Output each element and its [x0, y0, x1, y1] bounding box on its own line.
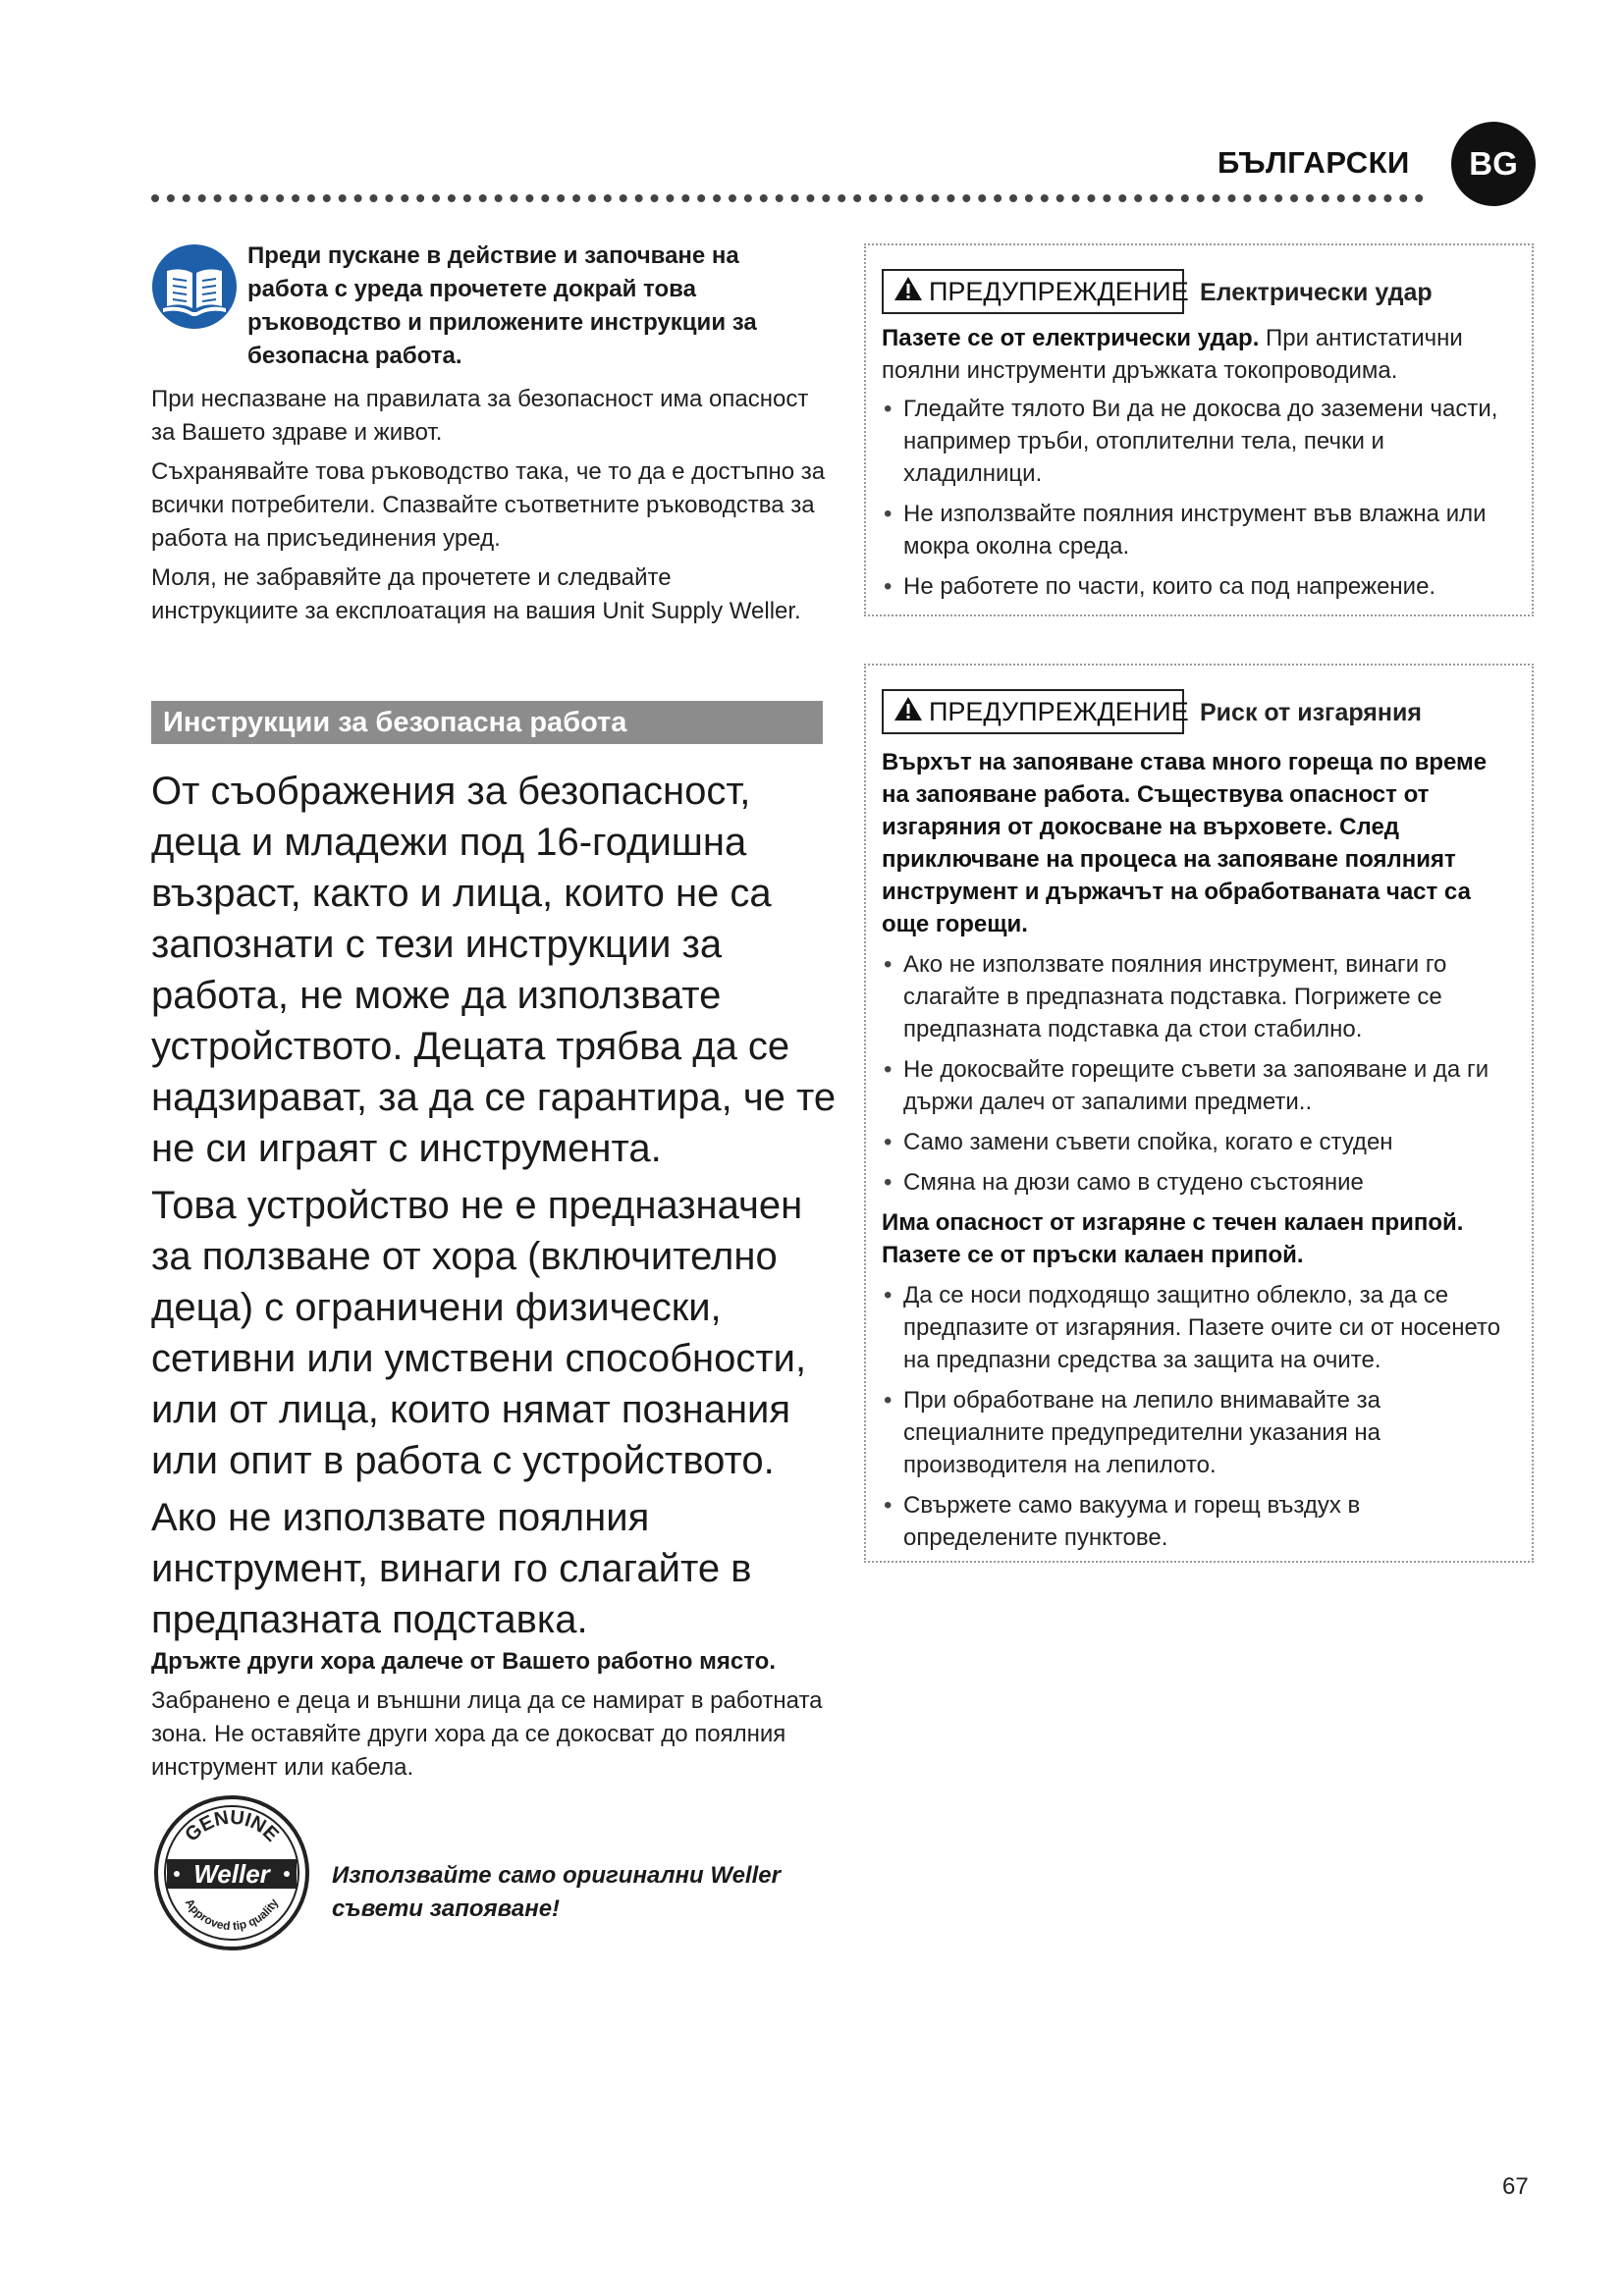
warning-solder-notice: Има опасност от изгаряне с течен калаен припой. Пазете се от пръски калаен припой.	[882, 1209, 1464, 1268]
manual-book-icon	[151, 243, 238, 330]
warning-box-electric-shock	[864, 243, 1534, 616]
seal-bottom-text: Approved tip quality	[182, 1896, 282, 1934]
list-item: • При обработване на лепило внимавайте за специалните предупредителни указания на производителя на лепилото.	[882, 1384, 1520, 1481]
language-badge: BG	[1451, 122, 1536, 206]
warning-label-text: ПРЕДУПРЕЖДЕНИЕ	[929, 276, 1189, 306]
warning-title: Риск от изгаряния	[1200, 699, 1422, 726]
warning-lead: Пазете се от електрически удар. При антистатични поялни инструменти дръжката токопроводима.	[882, 325, 1463, 384]
genuine-weller-seal	[153, 1794, 310, 1951]
warning-lead: Върхът на запояване става много гореща по време на запояване работа. Съществува опасност от изгаряния от докосване на върховете. След приключване на процеса на запояване поялният инструмент и държачът на обработваната част са още горещи.	[882, 749, 1488, 937]
warning-bullet-list	[882, 1279, 1520, 1554]
list-item: • Да се носи подходящо защитно облекло, за да се предпазите от изгаряния. Пазете очите си от носенето на предпазни средства за защита на очите.	[882, 1279, 1520, 1376]
genuine-tips-notice: Използвайте само оригинални Weller съвети запояване!	[332, 1862, 781, 1922]
warning-body	[882, 742, 1520, 1562]
intro-read-manual-notice: Преди пускане в действие и започване на работа с уреда прочетете докрай това ръководство и приложените инструкции за безопасна работа.	[247, 242, 757, 369]
list-item: • Не докосвайте горещите съвети за запояване и да ги държи далеч от запалими предмети..	[882, 1053, 1520, 1118]
seal-brand-text: Weller	[193, 1859, 270, 1889]
list-item: • Не използвайте поялния инструмент във влажна или мокра околна среда.	[882, 498, 1520, 562]
intro-paragraph-1: При неспазване на правилата за безопасност има опасност за Вашето здраве и живот.	[151, 386, 809, 446]
page-number: 67	[1502, 2173, 1529, 2200]
list-item: • Ако не използвате поялния инструмент, винаги го слагайте в предпазната подставка. Погрижете се предпазната подставка да стои стабилно.	[882, 948, 1520, 1045]
warning-body	[882, 322, 1520, 611]
language-title: БЪЛГАРСКИ	[1218, 145, 1410, 180]
warning-label-text: ПРЕДУПРЕЖДЕНИЕ	[929, 696, 1189, 726]
seal-top-text: GENUINE	[181, 1806, 283, 1846]
header-divider	[151, 194, 1424, 202]
warning-triangle-icon	[893, 276, 923, 308]
intro-paragraph-3: Моля, не забравяйте да прочетете и следвайте инструкциите за експлоатация на вашия Unit Supply Weller.	[151, 564, 801, 624]
safety-paragraph-children: От съображения за безопасност, деца и младежи под 16-годишна възраст, както и лица, които не са запознати с тези инструкции за работа, не може да използвате устройството. Децата трябва да се надзирават, за да се гарантира, че те не си играят с инструмента.	[151, 770, 837, 1170]
safety-section-heading: Инструкции за безопасна работа	[151, 701, 823, 744]
warning-label	[882, 689, 1189, 734]
list-item: • Само замени съвети спойка, когато е студен	[882, 1126, 1520, 1158]
warning-triangle-icon	[893, 696, 923, 728]
intro-paragraph-2: Съхранявайте това ръководство така, че то да е достъпно за всички потребители. Спазвайте съответните ръководства за работа на присъединения уред.	[151, 458, 826, 552]
list-item: • Свържете само вакуума и горещ въздух в определените пунктове.	[882, 1489, 1520, 1554]
warning-title: Електрически удар	[1200, 279, 1433, 306]
warning-box-burn-risk	[864, 664, 1534, 1563]
safety-paragraph-work-area: Забранено е деца и външни лица да се намират в работната зона. Не оставяйте други хора да се докосват до поялния инструмент или кабела.	[151, 1687, 823, 1781]
list-item: • Смяна на дюзи само в студено състояние	[882, 1166, 1520, 1199]
list-item: • Не работете по части, които са под напрежение.	[882, 570, 1520, 603]
safety-paragraph-capabilities: Това устройство не е предназначен за ползване от хора (включително деца) с ограничени физически, сетивни или умствени способности, или от лица, които нямат познания или опит в работа с устройството.	[151, 1184, 807, 1482]
warning-bullet-list	[882, 948, 1520, 1199]
safety-paragraph-holder: Ако не използвате поялния инструмент, винаги го слагайте в предпазната подставка.	[151, 1496, 752, 1641]
warning-label	[882, 269, 1189, 314]
list-item: • Гледайте тялото Ви да не докосва до заземени части, например тръби, отоплителни тела, печки и хладилници.	[882, 393, 1520, 490]
safety-keep-away-notice: Дръжте други хора далече от Вашето работно място.	[151, 1648, 776, 1675]
warning-bullet-list	[882, 393, 1520, 603]
